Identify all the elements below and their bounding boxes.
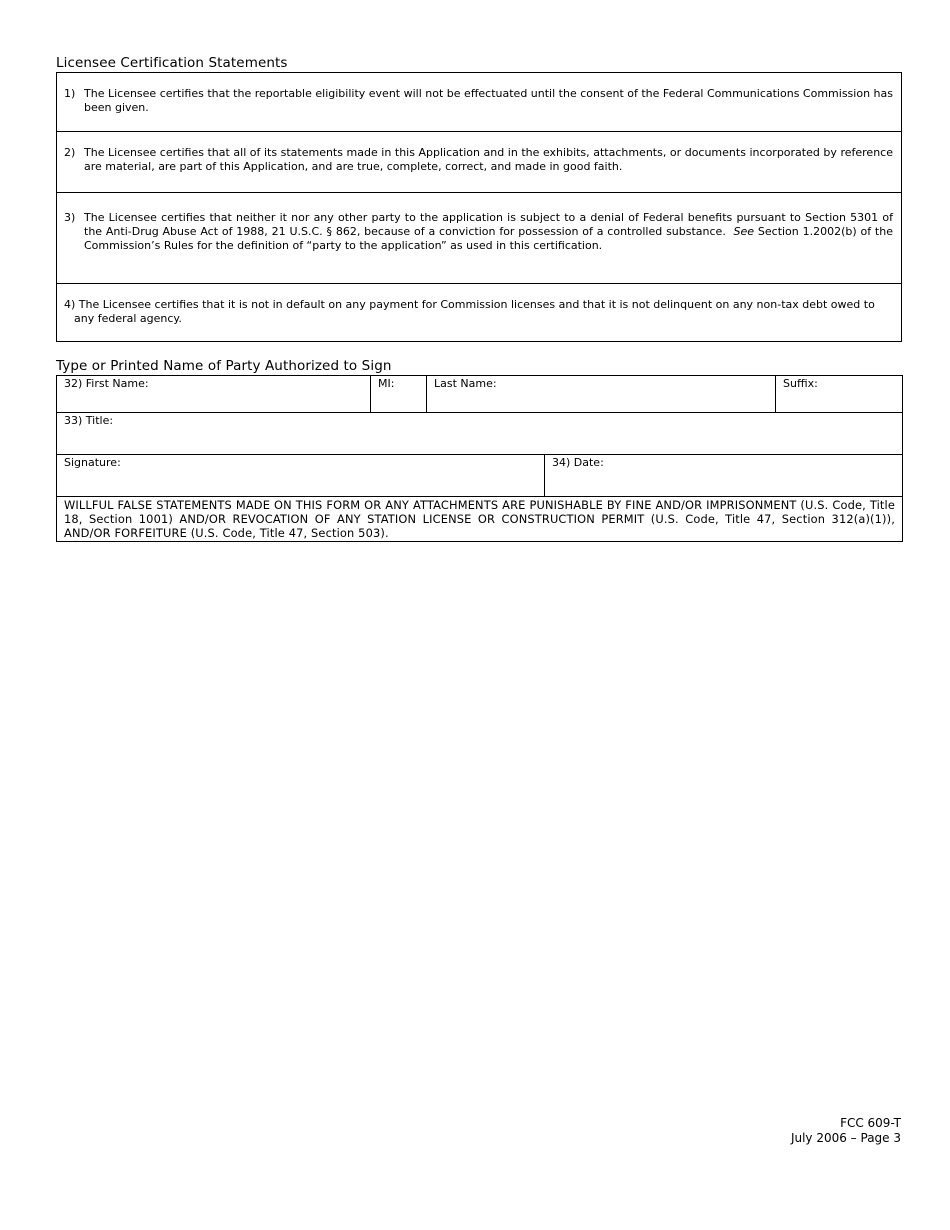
first-name-field[interactable]: [57, 376, 371, 413]
certification-statement-2: [57, 132, 901, 193]
statement-number: 1): [64, 87, 76, 100]
signature-table: [56, 375, 903, 542]
form-id: FCC 609-T: [840, 1116, 901, 1130]
signature-heading: Type or Printed Name of Party Authorized to Sign: [56, 358, 392, 374]
statement-number: 3): [64, 211, 76, 224]
date-label: 34) Date:: [552, 456, 604, 469]
statement-text: [64, 298, 893, 326]
signature-label: Signature:: [64, 456, 121, 469]
certification-heading: Licensee Certification Statements: [56, 55, 288, 71]
page-footer: [791, 1116, 901, 1146]
statement-text: The Licensee certifies that all of its statements made in this Application and in the exhibits, attachments, or documents incorporated by reference are material, are part of this Application, and are true, complete, correct, and made in good faith.: [84, 146, 893, 173]
statement-line-1: The Licensee certifies that it is not in default on any payment for Commission licenses and that it is not delinquent on any non-tax debt owed to: [78, 298, 875, 311]
statement-number: 2): [64, 146, 76, 159]
statement-text-main: The Licensee certifies that neither it nor any other party to the application is subject to a denial of Federal benefits pursuant to Section 5301 of the Anti-Drug Abuse Act of 1988, 21 U.S.C. § 862, because of a conviction for possession of a controlled substance.: [84, 211, 893, 238]
title-label: 33) Title:: [64, 414, 114, 427]
middle-initial-field[interactable]: [371, 376, 427, 413]
statement-text: [64, 211, 893, 253]
date-field[interactable]: [545, 455, 903, 497]
certification-statement-3: [57, 193, 901, 284]
statement-number: 4): [64, 298, 76, 311]
certification-statement-1: [57, 73, 901, 132]
see-reference: See: [733, 225, 755, 238]
certification-statements-box: [56, 72, 902, 342]
signature-field[interactable]: [57, 455, 545, 497]
title-field[interactable]: [57, 413, 903, 455]
statement-line-2: any federal agency.: [74, 312, 182, 325]
suffix-field[interactable]: [776, 376, 903, 413]
statement-text: The Licensee certifies that the reportable eligibility event will not be effectuated until the consent of the Federal Communications Commission has been given.: [84, 87, 893, 114]
suffix-label: Suffix:: [783, 377, 818, 390]
last-name-label: Last Name:: [434, 377, 497, 390]
page-info: July 2006 – Page 3: [790, 1131, 901, 1145]
false-statements-warning: WILLFUL FALSE STATEMENTS MADE ON THIS FORM OR ANY ATTACHMENTS ARE PUNISHABLE BY FINE AND/OR IMPRISONMENT (U.S. Code, Title 18, Section 1001) AND/OR REVOCATION OF ANY STATION LICENSE OR CONSTRUCTION PERMIT (U.S. Code, Title 47, Section 312(a)(1)), AND/OR FORFEITURE (U.S. Code, Title 47, Section 503).: [57, 497, 903, 542]
first-name-label: 32) First Name:: [64, 377, 149, 390]
middle-initial-label: MI:: [378, 377, 395, 390]
last-name-field[interactable]: [427, 376, 776, 413]
statement-text-rest: Section 1.2002(b) of the Commission’s Rules for the definition of “party to the application” as used in this certification.: [84, 225, 893, 252]
certification-statement-4: [57, 284, 901, 341]
